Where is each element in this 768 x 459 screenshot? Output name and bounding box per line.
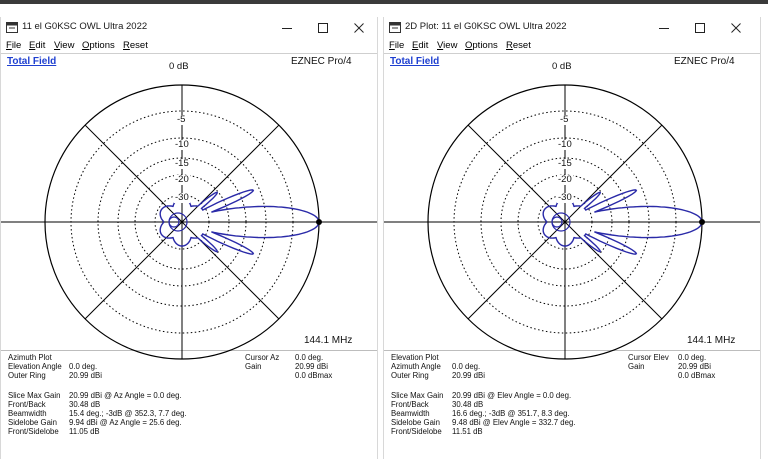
- info-row2-label: Outer Ring: [391, 371, 429, 380]
- maximize-button[interactable]: [682, 17, 718, 39]
- menu-options[interactable]: Options: [82, 40, 115, 51]
- ring-label-20: -20: [558, 174, 572, 185]
- ring-label-10: -10: [558, 139, 572, 150]
- front-sidelobe-value: 11.05 dB: [69, 427, 100, 436]
- menu-edit[interactable]: Edit: [29, 40, 46, 51]
- maximize-icon: [695, 23, 705, 33]
- menu-bar: [1, 39, 377, 54]
- sidelobe-gain-label: Sidelobe Gain: [8, 418, 57, 427]
- menu-file[interactable]: File: [6, 40, 22, 51]
- info-row2-label: Outer Ring: [8, 371, 46, 380]
- plot-type-label: Elevation Plot: [391, 353, 439, 362]
- menu-view[interactable]: View: [54, 40, 75, 51]
- beamwidth-value: 15.4 deg.; -3dB @ 352.3, 7.7 deg.: [69, 409, 187, 418]
- beamwidth-label: Beamwidth: [8, 409, 47, 418]
- cursor1-value: 0.0 deg.: [678, 353, 707, 362]
- plot-type-label: Azimuth Plot: [8, 353, 52, 362]
- info-row1-value: 0.0 deg.: [452, 362, 481, 371]
- azimuth-plot-window: [0, 17, 378, 459]
- slice-max-gain-label: Slice Max Gain: [8, 391, 61, 400]
- elevation-plot-window: [383, 17, 761, 459]
- minimize-button[interactable]: [269, 17, 305, 39]
- front-back-label: Front/Back: [8, 400, 46, 409]
- maximize-button[interactable]: [305, 17, 341, 39]
- info-row2-value: 20.99 dBi: [452, 371, 485, 380]
- info-row1-label: Azimuth Angle: [391, 362, 441, 371]
- window-title: 11 el G0KSC OWL Ultra 2022: [22, 21, 148, 32]
- window-title: 2D Plot: 11 el G0KSC OWL Ultra 2022: [405, 21, 567, 32]
- frequency-label: 144.1 MHz: [304, 335, 353, 346]
- close-icon: [731, 23, 741, 33]
- cursor3-value: 0.0 dBmax: [678, 371, 716, 380]
- info-row2-value: 20.99 dBi: [69, 371, 102, 380]
- cursor2-label: Gain: [245, 362, 262, 371]
- sidelobe-gain-value: 9.48 dBi @ Elev Angle = 332.7 deg.: [452, 418, 576, 427]
- cursor-dot[interactable]: [316, 219, 322, 225]
- title-bar[interactable]: [384, 17, 760, 39]
- cursor3-value: 0.0 dBmax: [295, 371, 333, 380]
- front-sidelobe-label: Front/Sidelobe: [391, 427, 442, 436]
- front-back-value: 30.48 dB: [69, 400, 101, 409]
- plot-info-panel: [384, 351, 760, 459]
- app-icon: [389, 22, 401, 33]
- ring-label-10: -10: [175, 139, 189, 150]
- ring-label-15: -15: [175, 158, 189, 169]
- front-back-value: 30.48 dB: [452, 400, 484, 409]
- ring-label-0db: 0 dB: [169, 61, 189, 72]
- plot-area[interactable]: [384, 54, 760, 351]
- app-icon: [6, 22, 18, 33]
- cursor1-label: Cursor Az: [245, 353, 280, 362]
- front-back-label: Front/Back: [391, 400, 429, 409]
- menu-file[interactable]: File: [389, 40, 405, 51]
- plot-info-panel: [1, 351, 377, 459]
- menu-bar: [384, 39, 760, 54]
- brand-label: EZNEC Pro/4: [291, 56, 352, 67]
- beamwidth-value: 16.6 deg.; -3dB @ 351.7, 8.3 deg.: [452, 409, 570, 418]
- info-row1-value: 0.0 deg.: [69, 362, 98, 371]
- title-bar[interactable]: [1, 17, 377, 39]
- close-button[interactable]: [718, 17, 754, 39]
- cursor1-label: Cursor Elev: [628, 353, 669, 362]
- ring-label-20: -20: [175, 174, 189, 185]
- brand-label: EZNEC Pro/4: [674, 56, 735, 67]
- ring-label-0db: 0 dB: [552, 61, 572, 72]
- cursor2-label: Gain: [628, 362, 645, 371]
- cursor-dot[interactable]: [699, 219, 705, 225]
- total-field-label[interactable]: Total Field: [7, 56, 57, 67]
- front-sidelobe-label: Front/Sidelobe: [8, 427, 59, 436]
- sidelobe-gain-value: 9.94 dBi @ Az Angle = 25.6 deg.: [69, 418, 182, 427]
- cursor2-value: 20.99 dBi: [678, 362, 711, 371]
- ring-label-30: -30: [558, 192, 572, 203]
- minimize-icon: [659, 23, 669, 33]
- beamwidth-label: Beamwidth: [391, 409, 430, 418]
- close-icon: [354, 23, 364, 33]
- sidelobe-gain-label: Sidelobe Gain: [391, 418, 440, 427]
- cursor2-value: 20.99 dBi: [295, 362, 328, 371]
- menu-reset[interactable]: Reset: [123, 40, 148, 51]
- minimize-icon: [282, 23, 292, 33]
- menu-reset[interactable]: Reset: [506, 40, 531, 51]
- total-field-label[interactable]: Total Field: [390, 56, 440, 67]
- top-window-edge: [0, 0, 768, 4]
- info-row1-label: Elevation Angle: [8, 362, 62, 371]
- cursor1-value: 0.0 deg.: [295, 353, 324, 362]
- menu-edit[interactable]: Edit: [412, 40, 429, 51]
- plot-area[interactable]: [1, 54, 377, 351]
- minimize-button[interactable]: [646, 17, 682, 39]
- front-sidelobe-value: 11.51 dB: [452, 427, 483, 436]
- ring-label-5: -5: [560, 114, 569, 125]
- slice-max-gain-value: 20.99 dBi @ Az Angle = 0.0 deg.: [69, 391, 182, 400]
- ring-label-15: -15: [558, 158, 572, 169]
- menu-view[interactable]: View: [437, 40, 458, 51]
- menu-options[interactable]: Options: [465, 40, 498, 51]
- frequency-label: 144.1 MHz: [687, 335, 736, 346]
- close-button[interactable]: [341, 17, 377, 39]
- maximize-icon: [318, 23, 328, 33]
- slice-max-gain-label: Slice Max Gain: [391, 391, 444, 400]
- slice-max-gain-value: 20.99 dBi @ Elev Angle = 0.0 deg.: [452, 391, 572, 400]
- ring-label-5: -5: [177, 114, 186, 125]
- ring-label-30: -30: [175, 192, 189, 203]
